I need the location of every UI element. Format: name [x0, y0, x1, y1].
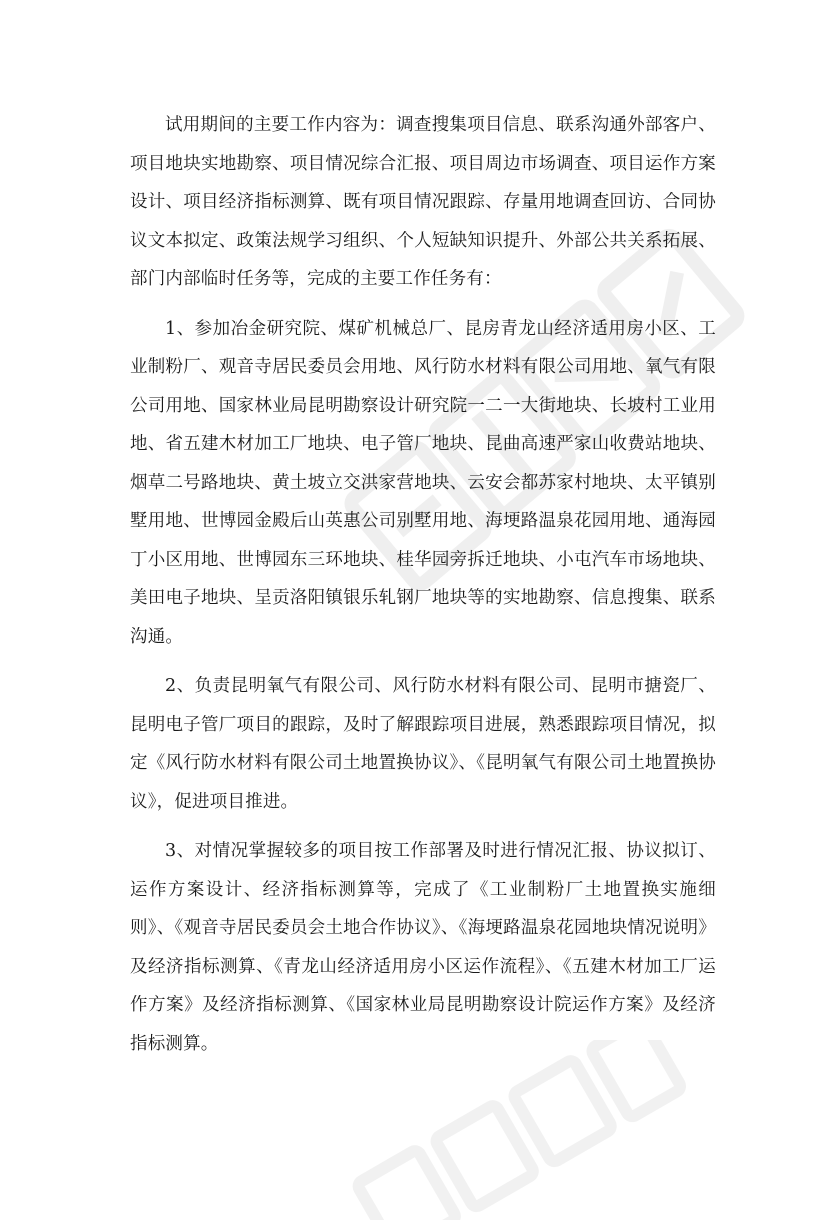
- document-body: [130, 106, 716, 1063]
- item-1-paragraph: 1、参加冶金研究院、煤矿机械总厂、昆房青龙山经济适用房小区、工业制粉厂、观音寺居民委员会用地、风行防水材料有限公司用地、氧气有限公司用地、国家林业局昆明勘察设计研究院一二一大街地块、长坡村工业用地、省五建木材加工厂地块、电子管厂地块、昆曲高速严家山收费站地块、烟草二号路地块、黄土坡立交洪家营地块、云安会都苏家村地块、太平镇别墅用地、世博园金殿后山英惠公司别墅用地、海埂路温泉花园用地、通海园丁小区用地、世博园东三环地块、桂华园旁拆迁地块、小屯汽车市场地块、美田电子地块、呈贡洛阳镇银乐轧钢厂地块等的实地勘察、信息搜集、联系沟通。: [130, 318, 716, 647]
- watermark-graphic-lower: [330, 1040, 690, 1220]
- item-2-paragraph: 2、负责昆明氧气有限公司、风行防水材料有限公司、昆明市搪瓷厂、昆明电子管厂项目的跟踪，及时了解跟踪项目进展，熟悉跟踪项目情况，拟定《风行防水材料有限公司土地置换协议》、《昆明氧气有限公司土地置换协议》，促进项目推进。: [130, 676, 716, 812]
- item-3-paragraph: 3、对情况掌握较多的项目按工作部署及时进行情况汇报、协议拟订、运作方案设计、经济指标测算等，完成了《工业制粉厂土地置换实施细则》、《观音寺居民委员会土地合作协议》、《海埂路温泉花园地块情况说明》及经济指标测算、《青龙山经济适用房小区运作流程》、《五建木材加工厂运作方案》及经济指标测算、《国家林业局昆明勘察设计院运作方案》及经济指标测算。: [130, 841, 716, 1054]
- intro-paragraph: 试用期间的主要工作内容为：调查搜集项目信息、联系沟通外部客户、项目地块实地勘察、项目情况综合汇报、项目周边市场调查、项目运作方案设计、项目经济指标测算、既有项目情况跟踪、存量用地调查回访、合同协议文本拟定、政策法规学习组织、个人短缺知识提升、外部公共关系拓展、部门内部临时任务等，完成的主要工作任务有：: [130, 115, 716, 289]
